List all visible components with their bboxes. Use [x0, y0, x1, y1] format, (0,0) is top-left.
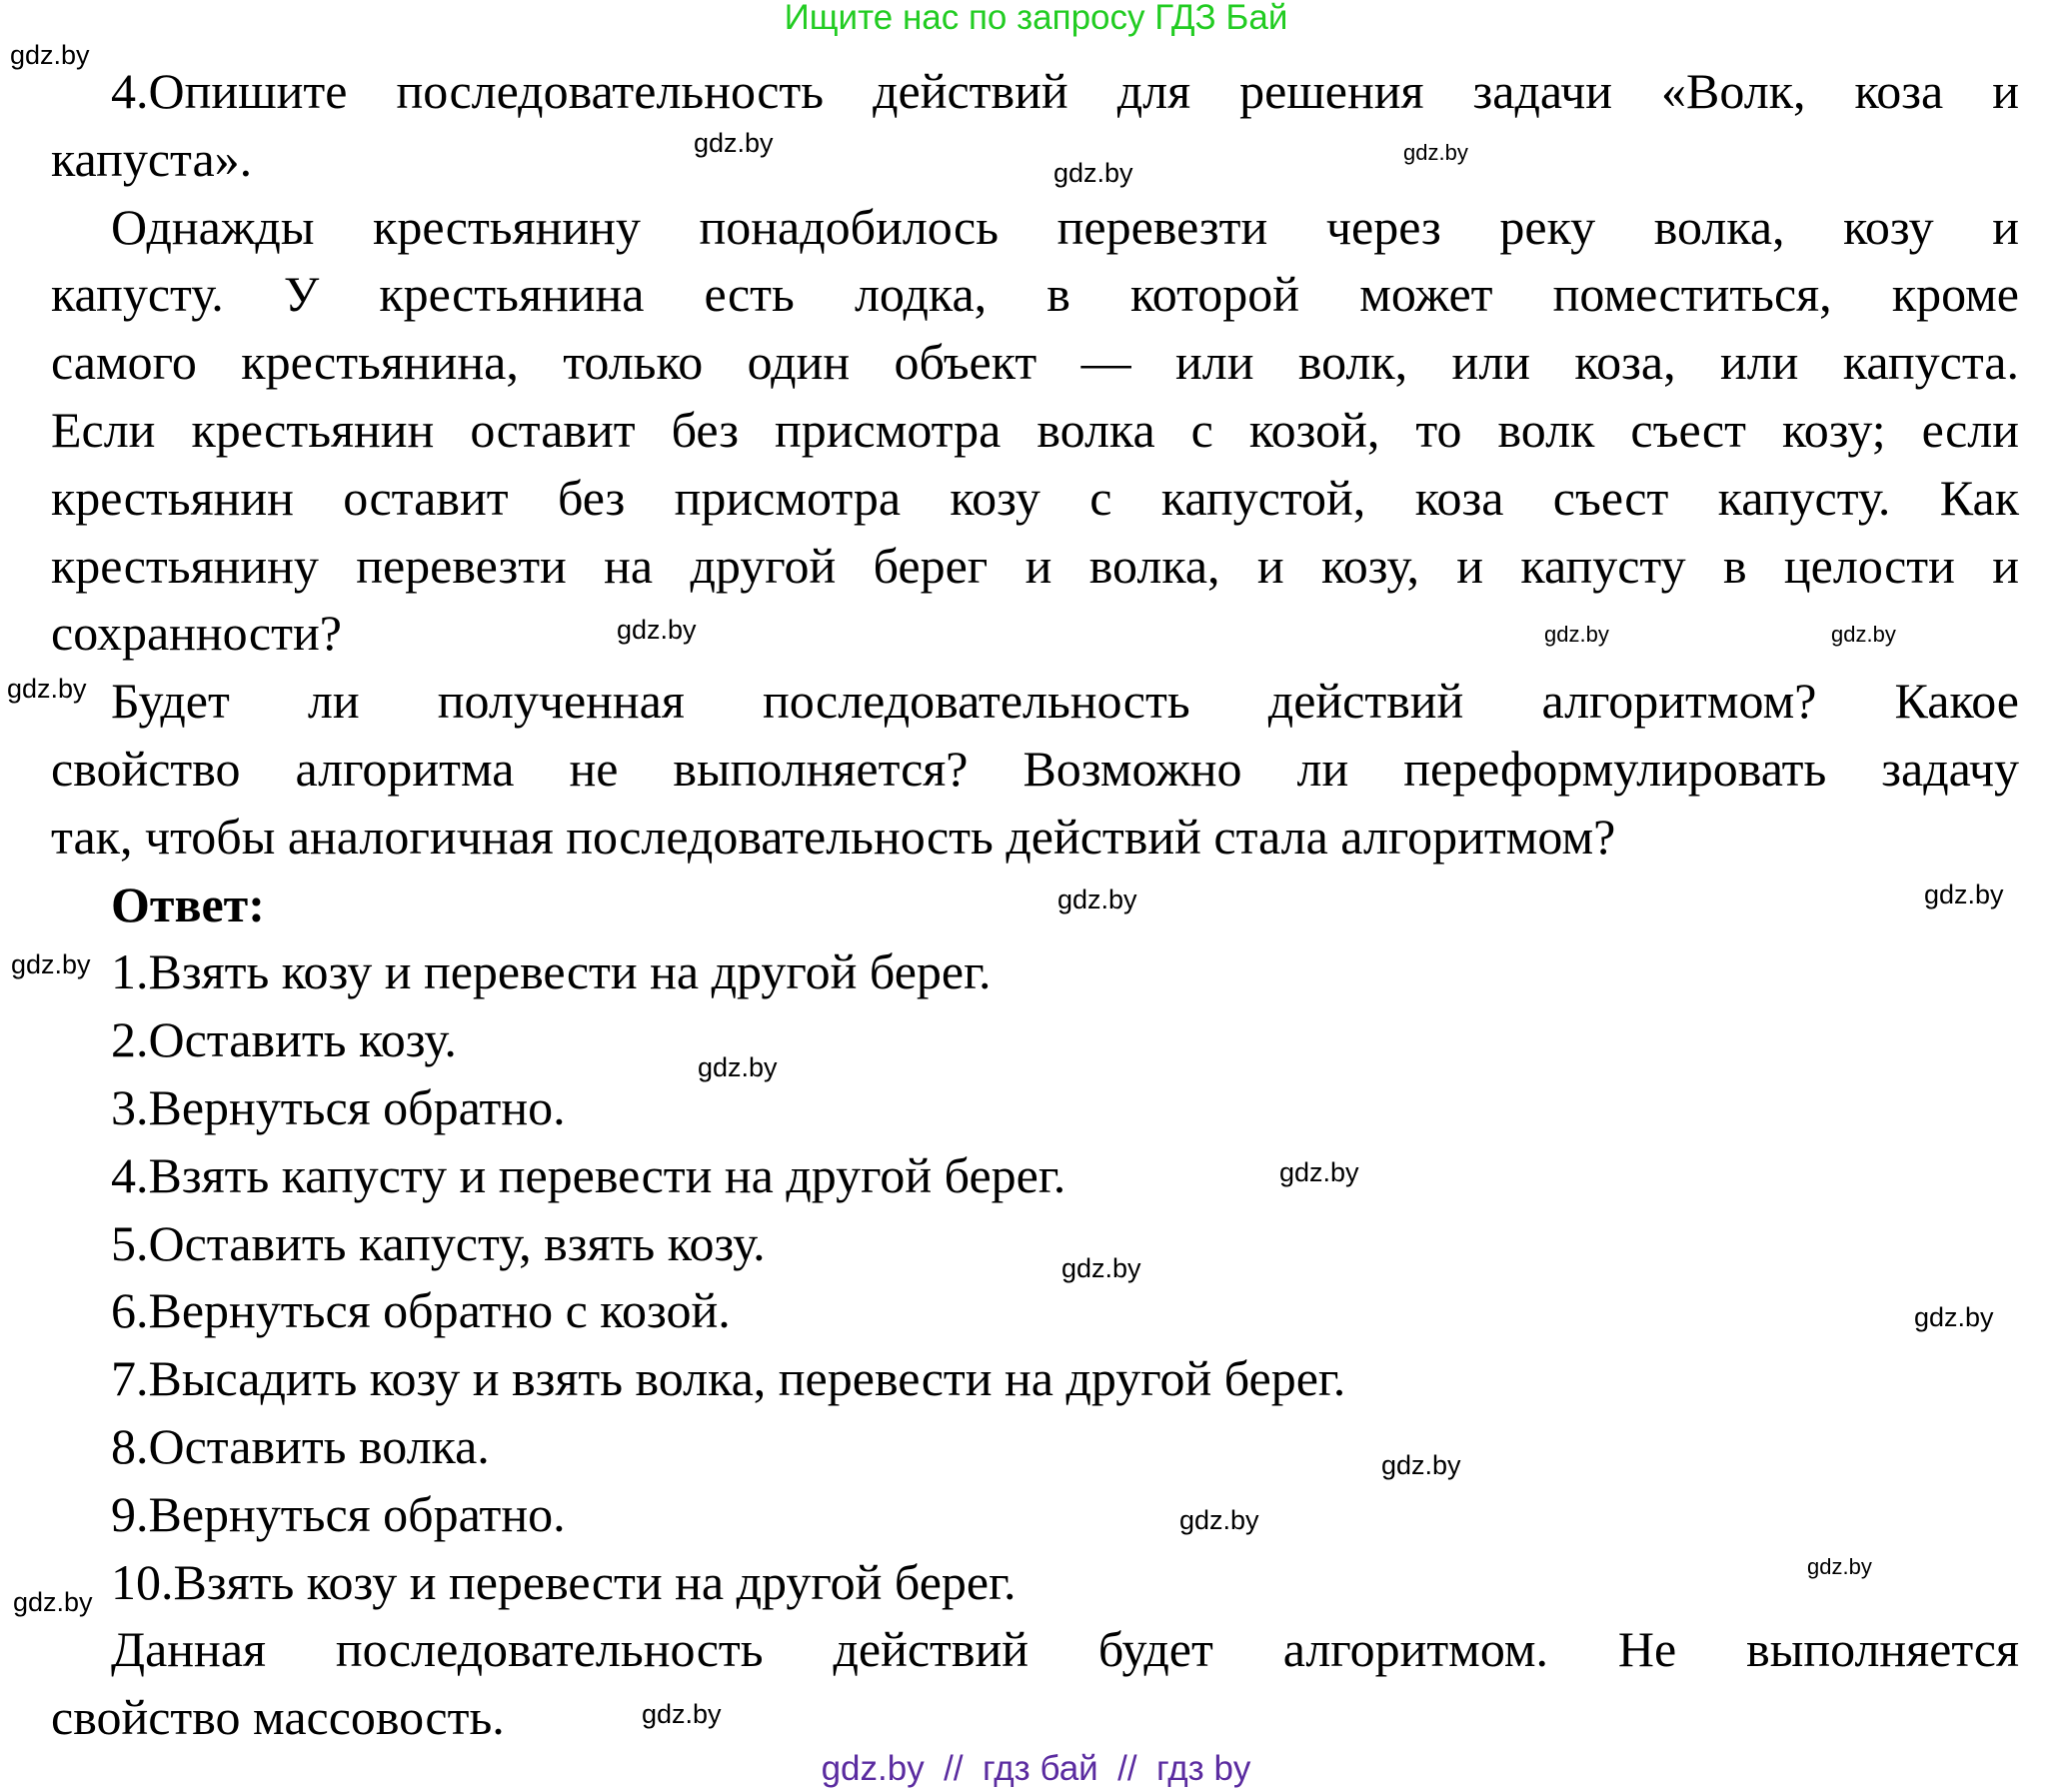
- watermark: gdz.by: [1544, 622, 1609, 647]
- watermark: gdz.by: [10, 40, 90, 70]
- watermark: gdz.by: [1053, 158, 1133, 188]
- watermark: gdz.by: [7, 674, 87, 704]
- answer-step: 8.Оставить волка.: [111, 1418, 490, 1474]
- watermark: gdz.by: [1057, 885, 1137, 914]
- watermark: gdz.by: [11, 949, 91, 979]
- search-hint-banner: Ищите нас по запросу ГДЗ Бай: [784, 0, 1288, 37]
- answer-step: 4.Взять капусту и перевести на другой берег.: [111, 1147, 1066, 1203]
- watermark: gdz.by: [694, 128, 774, 158]
- task-line: Будет ли полученная последовательность действий алгоритмом? Какое: [111, 673, 2019, 729]
- watermark: gdz.by: [13, 1587, 93, 1617]
- watermark: gdz.by: [1914, 1302, 1994, 1332]
- watermark: gdz.by: [642, 1699, 722, 1729]
- watermark: gdz.by: [1807, 1554, 1872, 1579]
- answer-step: 9.Вернуться обратно.: [111, 1486, 566, 1542]
- answer-step: 2.Оставить козу.: [111, 1011, 457, 1067]
- task-line: Если крестьянин оставит без присмотра волка с козой, то волк съест козу; если: [51, 402, 2019, 458]
- answer-step: 3.Вернуться обратно.: [111, 1079, 566, 1135]
- watermark: gdz.by: [617, 615, 697, 645]
- task-line: самого крестьянина, только один объект — или волк, или коза, или капуста.: [51, 334, 2019, 390]
- watermark: gdz.by: [1061, 1253, 1141, 1283]
- footer-links: gdz.by // гдз бай // гдз by: [821, 1749, 1251, 1788]
- task-line: так, чтобы аналогичная последовательность действий стала алгоритмом?: [51, 809, 1616, 865]
- watermark: gdz.by: [1403, 140, 1468, 165]
- answer-conclusion: свойство массовость.: [51, 1689, 505, 1745]
- task-line: капусту. У крестьянина есть лодка, в которой может поместиться, кроме: [51, 266, 2019, 322]
- watermark: gdz.by: [1381, 1450, 1461, 1480]
- watermark: gdz.by: [1831, 622, 1896, 647]
- answer-step: 10.Взять козу и перевести на другой берег.: [111, 1554, 1017, 1610]
- watermark: gdz.by: [698, 1052, 778, 1082]
- task-line: Однажды крестьянину понадобилось перевезти через реку волка, козу и: [111, 199, 2019, 255]
- answer-conclusion: Данная последовательность действий будет алгоритмом. Не выполняется: [111, 1621, 2019, 1677]
- task-line: сохранности?: [51, 605, 342, 661]
- watermark: gdz.by: [1924, 880, 2004, 909]
- task-line: 4.Опишите последовательность действий для решения задачи «Волк, коза и: [111, 63, 2019, 119]
- task-line: капуста».: [51, 131, 253, 187]
- task-line: крестьянину перевезти на другой берег и волка, и козу, и капусту в целости и: [51, 538, 2019, 594]
- watermark: gdz.by: [1279, 1157, 1359, 1187]
- answer-step: 6.Вернуться обратно с козой.: [111, 1282, 731, 1338]
- answer-title: Ответ:: [111, 877, 265, 932]
- task-line: крестьянин оставит без присмотра козу с капустой, коза съест капусту. Как: [51, 470, 2019, 526]
- answer-step: 5.Оставить капусту, взять козу.: [111, 1215, 766, 1271]
- answer-step: 7.Высадить козу и взять волка, перевести на другой берег.: [111, 1350, 1346, 1406]
- watermark: gdz.by: [1179, 1505, 1259, 1535]
- answer-step: 1.Взять козу и перевести на другой берег.: [111, 943, 992, 999]
- task-line: свойство алгоритма не выполняется? Возможно ли переформулировать задачу: [51, 741, 2019, 797]
